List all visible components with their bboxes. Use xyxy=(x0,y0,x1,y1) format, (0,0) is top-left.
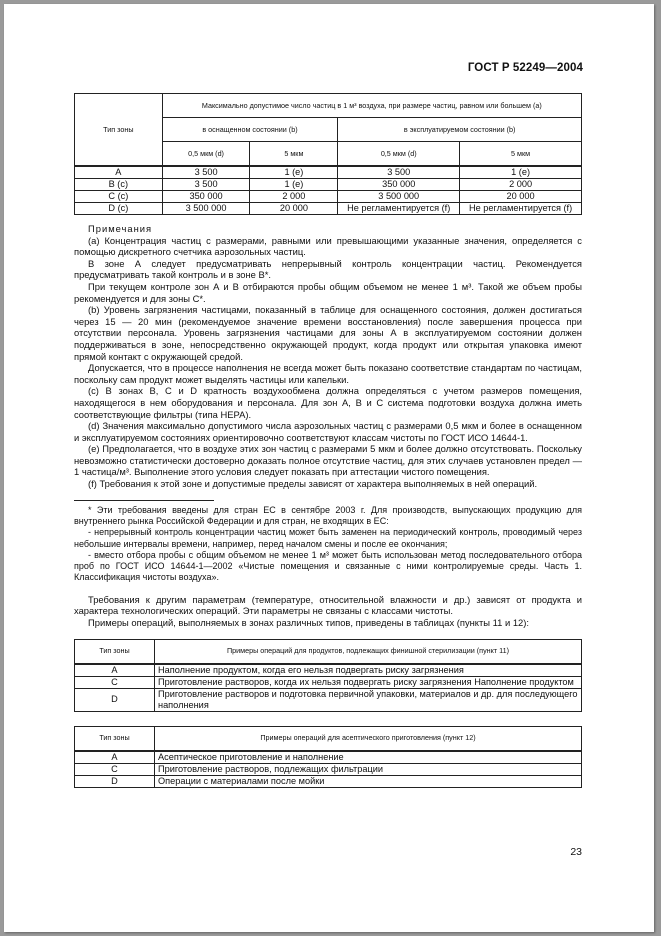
footnote-paragraph: - вместо отбора пробы с общим объемом не менее 1 м³ может быть использован метод последовательного отбора проб по ГОСТ ИСО 14644-1—2002 «Чистые помещения и связанные с ними контролируемые среды. Часть 1. Классификация чистоты воздуха». xyxy=(74,549,582,583)
table-row xyxy=(75,179,582,191)
note-paragraph: В зоне А следует предусматривать непрерывный контроль концентрации частиц. Рекомендуется предусматривать такой контроль и в зоне В*. xyxy=(74,257,582,281)
table-cell: C xyxy=(75,763,155,775)
footnote-section xyxy=(74,505,582,584)
header-zone-type: Тип зоны xyxy=(75,94,163,167)
table-cell: 3 500 xyxy=(162,166,250,179)
note-paragraph: (a) Концентрация частиц с размерами, равными или превышающими указанные значения, определяется с помощью дискретного счетчика аэрозольных частиц. xyxy=(74,234,582,258)
particle-limits-table xyxy=(74,93,582,215)
page-content xyxy=(74,93,582,788)
table-cell: Асептическое приготовление и наполнение xyxy=(155,751,582,764)
table-row xyxy=(75,203,582,215)
note-paragraph: Допускается, что в процессе наполнения не всегда может быть показано соответствие стандартам по частицам, поскольку сам продукт может выделять частицы или капельки. xyxy=(74,362,582,385)
body-text xyxy=(74,594,582,629)
aseptic-preparation-table xyxy=(74,726,582,788)
table-row xyxy=(75,191,582,203)
note-paragraph: (c) В зонах В, С и D кратность воздухообмена должна определяться с учетом размеров помещения, находящегося в нем оборудования и персонала. Для зон А, В и С система подготовки воздуха должна иметь соответствующие фильтры (типа НЕРА). xyxy=(74,385,582,420)
table-cell: 3 500 xyxy=(338,166,460,179)
table-cell: 2 000 xyxy=(250,191,338,203)
table-cell: 350 000 xyxy=(338,179,460,191)
table-row xyxy=(75,676,582,688)
table-cell: 3 500 000 xyxy=(338,191,460,203)
table-cell: A xyxy=(75,166,163,179)
header-operating-state: в эксплуатируемом состоянии (b) xyxy=(338,118,582,142)
page-number: 23 xyxy=(570,846,582,858)
terminal-sterilization-table xyxy=(74,639,582,712)
notes-title: Примечания xyxy=(88,223,153,234)
header-operations: Примеры операций для продуктов, подлежащих финишной стерилизации (пункт 11) xyxy=(155,639,582,664)
note-paragraph: При текущем контроле зон А и В отбираются пробы общим объемом не менее 1 м³. Такой же объем пробы рекомендуется и для зоны С*. xyxy=(74,280,582,304)
notes-section xyxy=(74,223,582,490)
table-cell: Не регламентируется (f) xyxy=(460,203,582,215)
table-row xyxy=(75,751,582,764)
table-cell: 20 000 xyxy=(460,191,582,203)
footnote-paragraph: - непрерывный контроль концентрации частиц может быть заменен на периодический контроль, проводимый через небольшие интервалы времени, например, перед началом смены и после ее окончания; xyxy=(74,527,582,549)
table-cell: Приготовление растворов, подлежащих фильтрации xyxy=(155,763,582,775)
header-max-particles: Максимально допустимое число частиц в 1 м³ воздуха, при размере частиц, равном или большем (a) xyxy=(162,94,581,118)
note-paragraph: (b) Уровень загрязнения частицами, показанный в таблице для оснащенного состояния, должен достигаться через 15 — 20 мин (рекомендуемое значение времени восстановления) после завершения процесса при отсутствии персонала. Уровень загрязнения частицами для зоны А в эксплуатируемом состоянии должен поддерживаться в зоне, непосредственно окружающей продукт, когда продукт или открытая упаковка имеют прямой контакт с окружающей средой. xyxy=(74,304,582,362)
table-cell: D (c) xyxy=(75,203,163,215)
document-page xyxy=(4,4,654,932)
table-cell: 350 000 xyxy=(162,191,250,203)
table-cell: C xyxy=(75,676,155,688)
table-row xyxy=(75,166,582,179)
note-paragraph: (d) Значения максимально допустимого числа аэрозольных частиц с размерами 0,5 мкм и более в оснащенном и эксплуатируемом состояниях ориентировочно соответствуют классам чистоты по ГОСТ ИСО 14644-1. xyxy=(74,420,582,443)
table-cell: 2 000 xyxy=(460,179,582,191)
table-cell: 1 (e) xyxy=(250,166,338,179)
table-cell: 1 (e) xyxy=(460,166,582,179)
table-row xyxy=(75,688,582,711)
body-paragraph: Требования к другим параметрам (температуре, относительной влажности и др.) зависят от продукта и характера технологических операций. Эти параметры не связаны с классами чистоты. xyxy=(74,593,582,617)
footnote-separator xyxy=(74,500,214,501)
header-size: 5 мкм xyxy=(460,142,582,167)
table-cell: D xyxy=(75,688,155,711)
note-paragraph: (f) Требования к этой зоне и допустимые пределы зависят от характера выполняемых в ней операций. xyxy=(88,478,538,490)
table-cell: Операции с материалами после мойки xyxy=(155,775,582,787)
table-cell: Приготовление растворов, когда их нельзя подвергать риску загрязнения Наполнение продуктом xyxy=(155,676,582,688)
header-size: 0,5 мкм (d) xyxy=(162,142,250,167)
header-zone-type: Тип зоны xyxy=(75,639,155,664)
header-size: 0,5 мкм (d) xyxy=(338,142,460,167)
footnote-paragraph: * Эти требования введены для стран ЕС в сентябре 2003 г. Для производств, выпускающих продукцию для внутреннего рынка Российской Федерации и для стран, не входящих в ЕС: xyxy=(74,504,582,526)
table-cell: D xyxy=(75,775,155,787)
table-cell: 3 500 000 xyxy=(162,203,250,215)
table-cell: Наполнение продуктом, когда его нельзя подвергать риску загрязнения xyxy=(155,664,582,677)
table-cell: Не регламентируется (f) xyxy=(338,203,460,215)
table-cell: B (c) xyxy=(75,179,163,191)
table-cell: A xyxy=(75,751,155,764)
table-cell: Приготовление растворов и подготовка первичной упаковки, материалов и др. для последующего наполнения xyxy=(155,688,582,711)
header-equipped-state: в оснащенном состоянии (b) xyxy=(162,118,338,142)
standard-header: ГОСТ Р 52249—2004 xyxy=(467,62,583,74)
header-operations: Примеры операций для асептического приготовления (пункт 12) xyxy=(155,726,582,751)
header-zone-type: Тип зоны xyxy=(75,726,155,751)
table-row xyxy=(75,664,582,677)
table-row xyxy=(75,775,582,787)
table-cell: 1 (e) xyxy=(250,179,338,191)
table-cell: 3 500 xyxy=(162,179,250,191)
header-size: 5 мкм xyxy=(250,142,338,167)
table-row xyxy=(75,763,582,775)
table-cell: 20 000 xyxy=(250,203,338,215)
table-cell: A xyxy=(75,664,155,677)
note-paragraph: (e) Предполагается, что в воздухе этих зон частиц с размерами 5 мкм и более должно отсутствовать. Поскольку невозможно статистически достоверно доказать полное отсутствие частиц, для этих случаев установлен предел — 1 частица/м³. Выполнение этого условия следует показать при аттестации чистого помещения. xyxy=(74,443,582,478)
body-paragraph: Примеры операций, выполняемых в зонах различных типов, приведены в таблицах (пункты 11 и 12): xyxy=(88,616,529,628)
table-cell: C (c) xyxy=(75,191,163,203)
